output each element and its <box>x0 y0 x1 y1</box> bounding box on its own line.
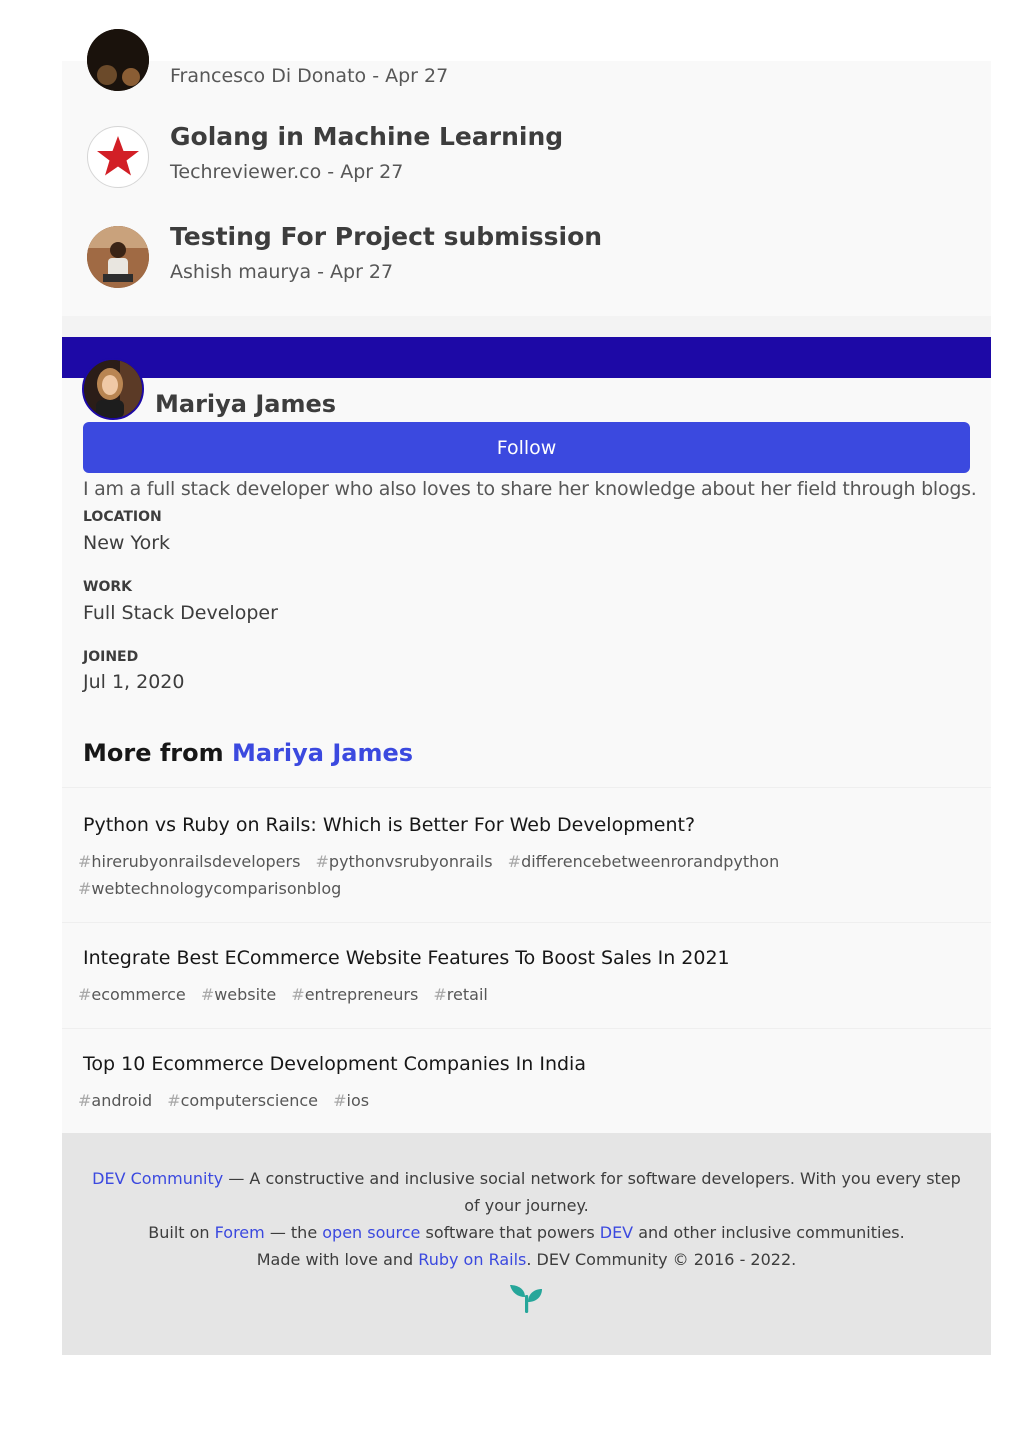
more-from-author-link[interactable]: Mariya James <box>231 739 414 767</box>
author-avatar[interactable] <box>87 226 149 288</box>
follow-button[interactable]: Follow <box>83 422 970 473</box>
star-icon <box>88 127 148 187</box>
location-label: LOCATION <box>83 509 162 525</box>
joined-label: JOINED <box>83 649 139 665</box>
article-title[interactable]: Top 10 Ecommerce Development Companies In India <box>83 1053 586 1075</box>
post-meta[interactable]: Ashish maurya - Apr 27 <box>170 261 394 283</box>
dev-community-link[interactable]: DEV Community <box>92 1169 224 1188</box>
post-title[interactable]: Golang in Machine Learning <box>170 122 564 151</box>
post-item[interactable] <box>62 222 991 296</box>
post-meta[interactable]: Francesco Di Donato - Apr 27 <box>170 65 449 87</box>
list-item[interactable] <box>62 922 991 1028</box>
tag-link[interactable]: #entrepreneurs <box>291 985 419 1004</box>
article-title[interactable]: Python vs Ruby on Rails: Which is Better For Web Development? <box>83 814 696 836</box>
tag-link[interactable]: #ios <box>333 1091 370 1110</box>
joined-value: Jul 1, 2020 <box>83 671 185 693</box>
more-from-prefix: More from <box>83 739 224 767</box>
forem-link[interactable]: Forem <box>214 1223 265 1242</box>
post-item[interactable] <box>62 122 991 196</box>
dev-link[interactable]: DEV <box>599 1223 634 1242</box>
footer-tagline: DEV Community — A constructive and inclusive social network for software developers. With you every step <box>92 1169 961 1188</box>
tag-link[interactable]: #computerscience <box>167 1091 318 1110</box>
tag-list <box>78 848 978 902</box>
recent-posts-list <box>62 61 991 316</box>
author-avatar[interactable] <box>87 126 149 188</box>
tag-link[interactable]: #pythonvsrubyonrails <box>315 852 493 871</box>
profile-card <box>62 378 991 787</box>
footer-built-on: Built on Forem — the open source software that powers DEV and other inclusive communities. <box>148 1223 905 1242</box>
open-source-link[interactable]: open source <box>322 1223 421 1242</box>
tag-link[interactable]: #ecommerce <box>78 985 186 1004</box>
footer-tagline-cont: of your journey. <box>464 1196 589 1215</box>
post-title[interactable]: Testing For Project submission <box>170 222 603 251</box>
tag-link[interactable]: #webtechnologycomparisonblog <box>78 879 342 898</box>
section-gap <box>62 316 991 337</box>
tag-link[interactable]: #retail <box>433 985 488 1004</box>
article-title[interactable]: Integrate Best ECommerce Website Features To Boost Sales In 2021 <box>83 947 730 969</box>
work-value: Full Stack Developer <box>83 602 278 624</box>
forem-leaf-icon[interactable] <box>508 1283 544 1315</box>
location-value: New York <box>83 532 171 554</box>
profile-name[interactable]: Mariya James <box>155 390 337 418</box>
tag-list <box>78 1087 978 1114</box>
post-item[interactable] <box>62 31 991 101</box>
tag-link[interactable]: #differencebetweenrorandpython <box>507 852 780 871</box>
list-item[interactable] <box>62 1028 991 1133</box>
post-meta[interactable]: Techreviewer.co - Apr 27 <box>170 161 404 183</box>
site-footer <box>62 1133 991 1355</box>
author-avatar[interactable] <box>87 29 149 91</box>
work-label: WORK <box>83 579 132 595</box>
tag-list <box>78 981 978 1008</box>
footer-made-with: Made with love and Ruby on Rails. DEV Community © 2016 - 2022. <box>256 1250 797 1269</box>
more-from-heading <box>83 739 413 767</box>
ruby-on-rails-link[interactable]: Ruby on Rails <box>418 1250 527 1269</box>
tag-link[interactable]: #website <box>200 985 277 1004</box>
profile-banner <box>62 337 991 378</box>
profile-bio: I am a full stack developer who also loves to share her knowledge about her field through blogs. <box>83 478 977 500</box>
list-item[interactable] <box>62 787 991 922</box>
profile-avatar[interactable] <box>82 358 144 420</box>
tag-link[interactable]: #hirerubyonrailsdevelopers <box>78 852 301 871</box>
tag-link[interactable]: #android <box>78 1091 153 1110</box>
